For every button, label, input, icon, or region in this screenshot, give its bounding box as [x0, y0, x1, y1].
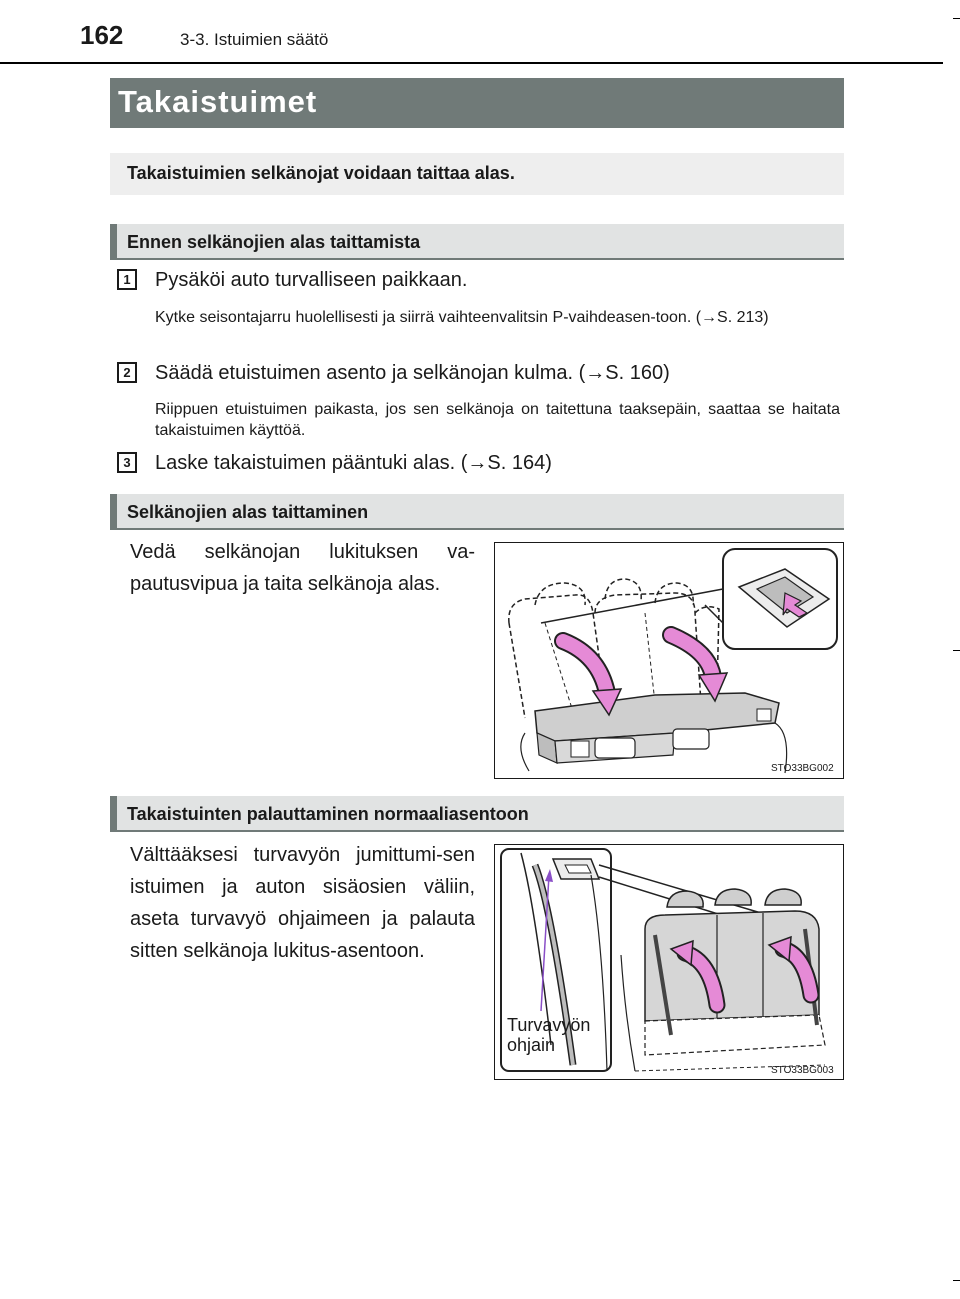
- step-note-1: Kytke seisontajarru huolellisesti ja siirrä vaihteenvalitsin P-vaihdeasen-toon. (→S. 213): [155, 309, 769, 326]
- page-number: 162: [80, 20, 124, 50]
- chapter-title: 3-3. Istuimien säätö: [180, 30, 329, 49]
- section-accent: [110, 224, 117, 260]
- seatbelt-guide-label: ohjain: [507, 1035, 556, 1055]
- figure-code: STO33BG003: [771, 1065, 834, 1076]
- edge-tick: [953, 1280, 960, 1281]
- section-title: Ennen selkänojien alas taittamista: [127, 232, 421, 252]
- step-text-3: Laske takaistuimen pääntuki alas. (→S. 164): [155, 452, 552, 474]
- step-number-3: 3: [117, 452, 137, 473]
- step-text-2: Säädä etuistuimen asento ja selkänojan kulma. (→S. 160): [155, 362, 670, 384]
- step-note-2: Riippuen etuistuimen paikasta, jos sen selkänoja on taitettuna taaksepäin, saattaa se haitata takaistuimen käyttöä.: [155, 401, 840, 439]
- figure-code: STO33BG002: [771, 763, 834, 774]
- figure-seatbelt-guide: [494, 844, 844, 1080]
- seatbelt-guide-label: Turvavyön: [507, 1015, 591, 1035]
- step-number-1: 1: [117, 269, 137, 290]
- intro-text: Takaistuimien selkänojat voidaan taittaa alas.: [127, 163, 515, 183]
- edge-tick: [953, 650, 960, 651]
- section-accent: [110, 494, 117, 530]
- seat-folding-illustration: [495, 543, 843, 778]
- edge-tick: [953, 18, 960, 19]
- return-instructions: Välttääksesi turvavyön jumittumi-sen istuimen ja auton sisäosien väliin, aseta turvavyö ohjaimeen ja palauta sitten selkänoja lukitus-asentoon.: [130, 844, 475, 962]
- section-title: Takaistuinten palauttaminen normaaliasentoon: [127, 804, 529, 824]
- figure-fold-seatbacks: [494, 542, 844, 779]
- section-accent: [110, 796, 117, 832]
- folding-instructions: Vedä selkänojan lukituksen va-pautusvipua ja taita selkänoja alas.: [130, 541, 475, 595]
- page-title: Takaistuimet: [118, 84, 318, 119]
- step-number-2: 2: [117, 362, 137, 383]
- section-title: Selkänojien alas taittaminen: [127, 502, 369, 522]
- step-text-1: Pysäköi auto turvalliseen paikkaan.: [155, 269, 468, 291]
- header-rule: [0, 62, 943, 64]
